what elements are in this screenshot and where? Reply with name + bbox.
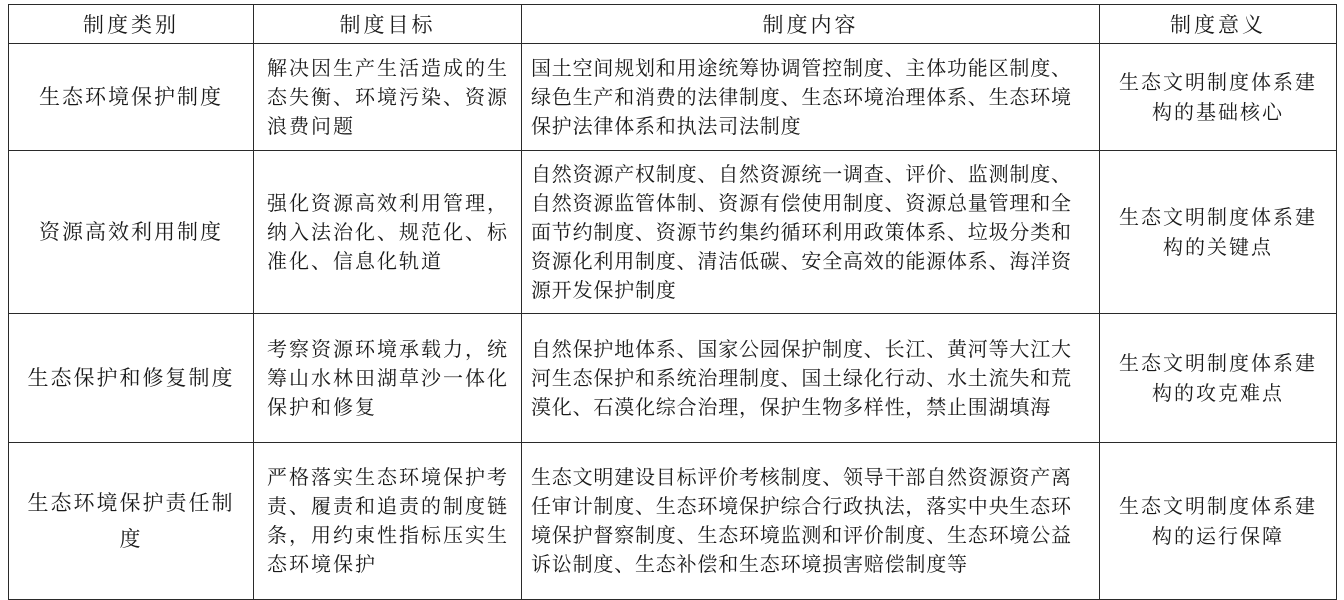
table-header [9,5,1337,44]
content-cell: 国土空间规划和用途统筹协调管控制度、主体功能区制度、绿色生产和消费的法律制度、生态环境治理体系、生态环境保护法律体系和执法司法制度 [522,44,1100,151]
header-row [9,5,1337,44]
content-cell: 自然保护地体系、国家公园保护制度、长江、黄河等大江大河生态保护和系统治理制度、国土绿化行动、水土流失和荒漠化、石漠化综合治理，保护生物多样性，禁止围湖填海 [522,314,1100,443]
goal-cell: 解决因生产生活造成的生态失衡、环境污染、资源浪费问题 [254,44,522,151]
table-body [9,44,1337,600]
table-row [9,443,1337,600]
ecological-system-table [8,4,1337,600]
meaning-cell: 生态文明制度体系建构的关键点 [1100,151,1337,314]
category-cell: 生态保护和修复制度 [9,314,254,443]
category-cell: 生态环境保护责任制度 [9,443,254,600]
meaning-cell: 生态文明制度体系建构的运行保障 [1100,443,1337,600]
meaning-cell: 生态文明制度体系建构的攻克难点 [1100,314,1337,443]
header-meaning: 制度意义 [1100,5,1337,44]
header-category: 制度类别 [9,5,254,44]
category-cell: 生态环境保护制度 [9,44,254,151]
content-cell: 自然资源产权制度、自然资源统一调查、评价、监测制度、自然资源监管体制、资源有偿使用制度、资源总量管理和全面节约制度、资源节约集约循环利用政策体系、垃圾分类和资源化利用制度、清洁低碳、安全高效的能源体系、海洋资源开发保护制度 [522,151,1100,314]
header-goal: 制度目标 [254,5,522,44]
header-content: 制度内容 [522,5,1100,44]
table-row [9,151,1337,314]
goal-cell: 严格落实生态环境保护考责、履责和追责的制度链条，用约束性指标压实生态环境保护 [254,443,522,600]
goal-cell: 考察资源环境承载力，统筹山水林田湖草沙一体化保护和修复 [254,314,522,443]
meaning-cell: 生态文明制度体系建构的基础核心 [1100,44,1337,151]
category-cell: 资源高效利用制度 [9,151,254,314]
content-cell: 生态文明建设目标评价考核制度、领导干部自然资源资产离任审计制度、生态环境保护综合行政执法，落实中央生态环境保护督察制度、生态环境监测和评价制度、生态环境公益诉讼制度、生态补偿和生态环境损害赔偿制度等 [522,443,1100,600]
table-row [9,44,1337,151]
table-row [9,314,1337,443]
goal-cell: 强化资源高效利用管理，纳入法治化、规范化、标准化、信息化轨道 [254,151,522,314]
